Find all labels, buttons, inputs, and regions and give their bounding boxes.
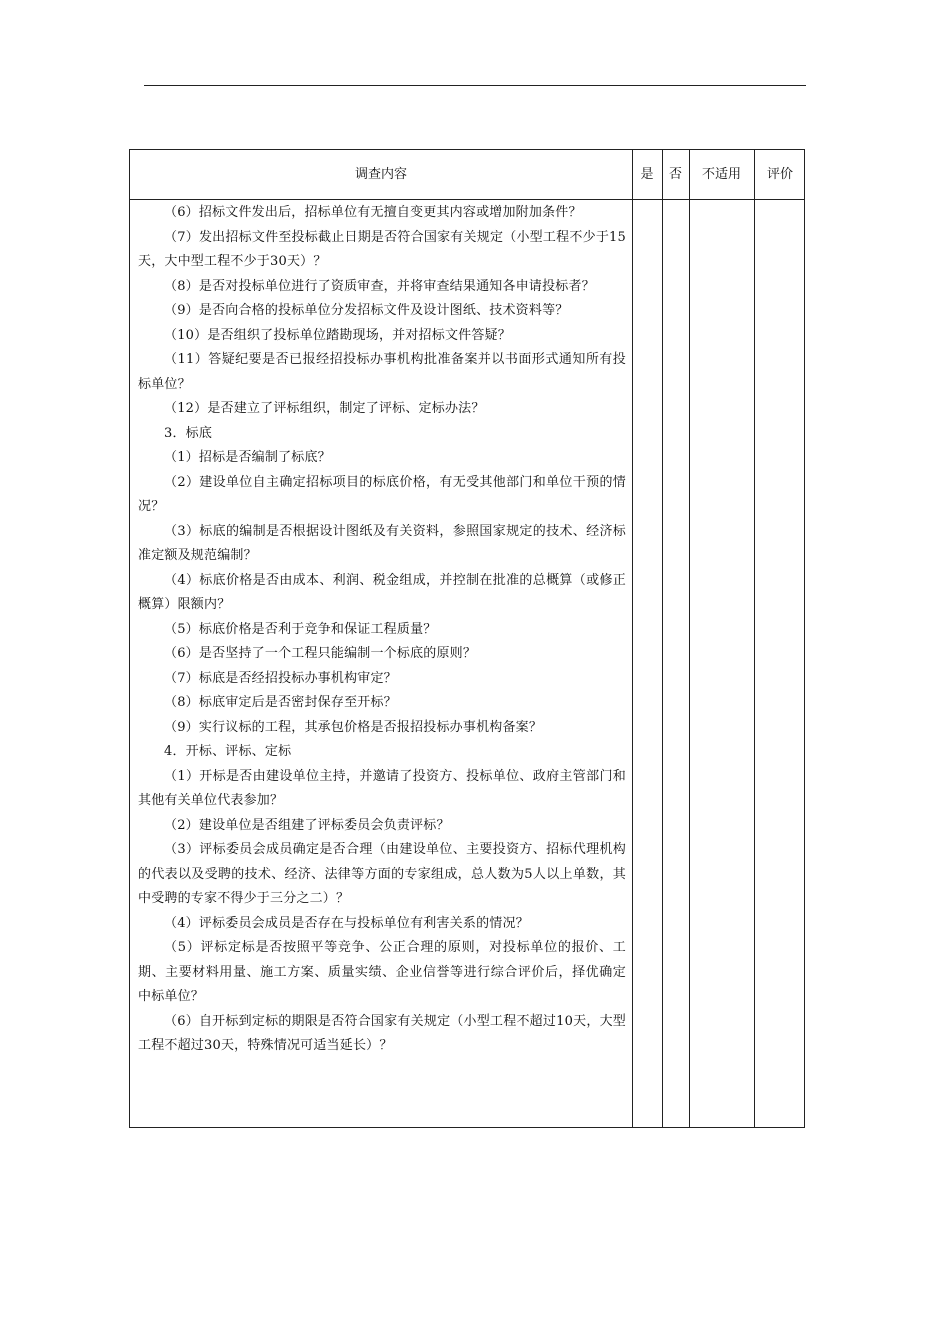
survey-table [129,149,805,1128]
survey-item: （6）招标文件发出后，招标单位有无擅自变更其内容或增加附加条件？ [164,205,582,220]
survey-item: （12）是否建立了评标组织，制定了评标、定标办法？ [164,401,485,416]
survey-item: （1）招标是否编制了标底？ [164,450,331,465]
survey-item: （4）评标委员会成员是否存在与投标单位有利害关系的情况？ [164,915,529,931]
column-divider [632,150,633,1127]
column-divider [754,150,755,1127]
survey-item: （5）标底价格是否利于竞争和保证工程质量？ [164,621,437,637]
survey-item: （3）标底的编制是否根据设计图纸及有关资料，参照国家规定的技术、经济标准定额及规范编制？ [138,523,626,563]
column-divider [689,150,690,1127]
survey-item: （7）发出招标文件至投标截止日期是否符合国家有关规定（小型工程不少于15天，大中型工程不少于30天）？ [138,229,626,269]
survey-item: （1）开标是否由建设单位主持，并邀请了投资方、投标单位、政府主管部门和其他有关单位代表参加？ [138,768,626,808]
survey-item: （7）标底是否经招投标办事机构审定？ [164,670,397,686]
survey-item: （9）实行议标的工程，其承包价格是否报招投标办事机构备案？ [164,719,543,735]
column-divider [662,150,663,1127]
survey-item: （5）评标定标是否按照平等竞争、公正合理的原则，对投标单位的报价、工期、主要材料用量、施工方案、质量实绩、企业信誉等进行综合评价后，择优确定中标单位？ [138,940,626,1004]
header-rule [144,85,806,86]
survey-item: （3）评标委员会成员确定是否合理（由建设单位、主要投资方、招标代理机构的代表以及受聘的技术、经济、法律等方面的专家组成，总人数为5人以上单数，其中受聘的专家不得少于三分之二）？ [138,842,626,906]
survey-item: （2）建设单位是否组建了评标委员会负责评标？ [164,817,450,833]
header-evaluation: 评价 [766,167,793,182]
header-no: 否 [668,167,682,182]
survey-item: （10）是否组织了投标单位踏勘现场，并对招标文件答疑？ [164,327,511,343]
section-heading: 3．标底 [164,425,213,441]
survey-item: （8）标底审定后是否密封保存至开标？ [164,695,397,710]
header-not-applicable: 不适用 [701,167,741,182]
survey-item: （8）是否对投标单位进行了资质审查，并将审查结果通知各申请投标者？ [164,278,595,294]
survey-items [138,201,626,1059]
survey-item: （9）是否向合格的投标单位分发招标文件及设计图纸、技术资料等？ [164,303,569,318]
header-divider [130,199,804,200]
survey-item: （6）是否坚持了一个工程只能编制一个标底的原则？ [164,646,477,661]
survey-item: （4）标底价格是否由成本、利润、税金组成，并控制在批准的总概算（或修正概算）限额内？ [138,572,626,612]
header-yes: 是 [640,167,654,182]
survey-item: （2）建设单位自主确定招标项目的标底价格，有无受其他部门和单位干预的情况？ [138,474,626,514]
section-heading: 4．开标、评标、定标 [164,744,292,759]
survey-item: （6）自开标到定标的期限是否符合国家有关规定（小型工程不超过10天，大型工程不超过30天，特殊情况可适当延长）？ [138,1013,626,1053]
header-content: 调查内容 [354,167,407,182]
survey-item: （11）答疑纪要是否已报经招投标办事机构批准备案并以书面形式通知所有投标单位？ [138,352,626,392]
